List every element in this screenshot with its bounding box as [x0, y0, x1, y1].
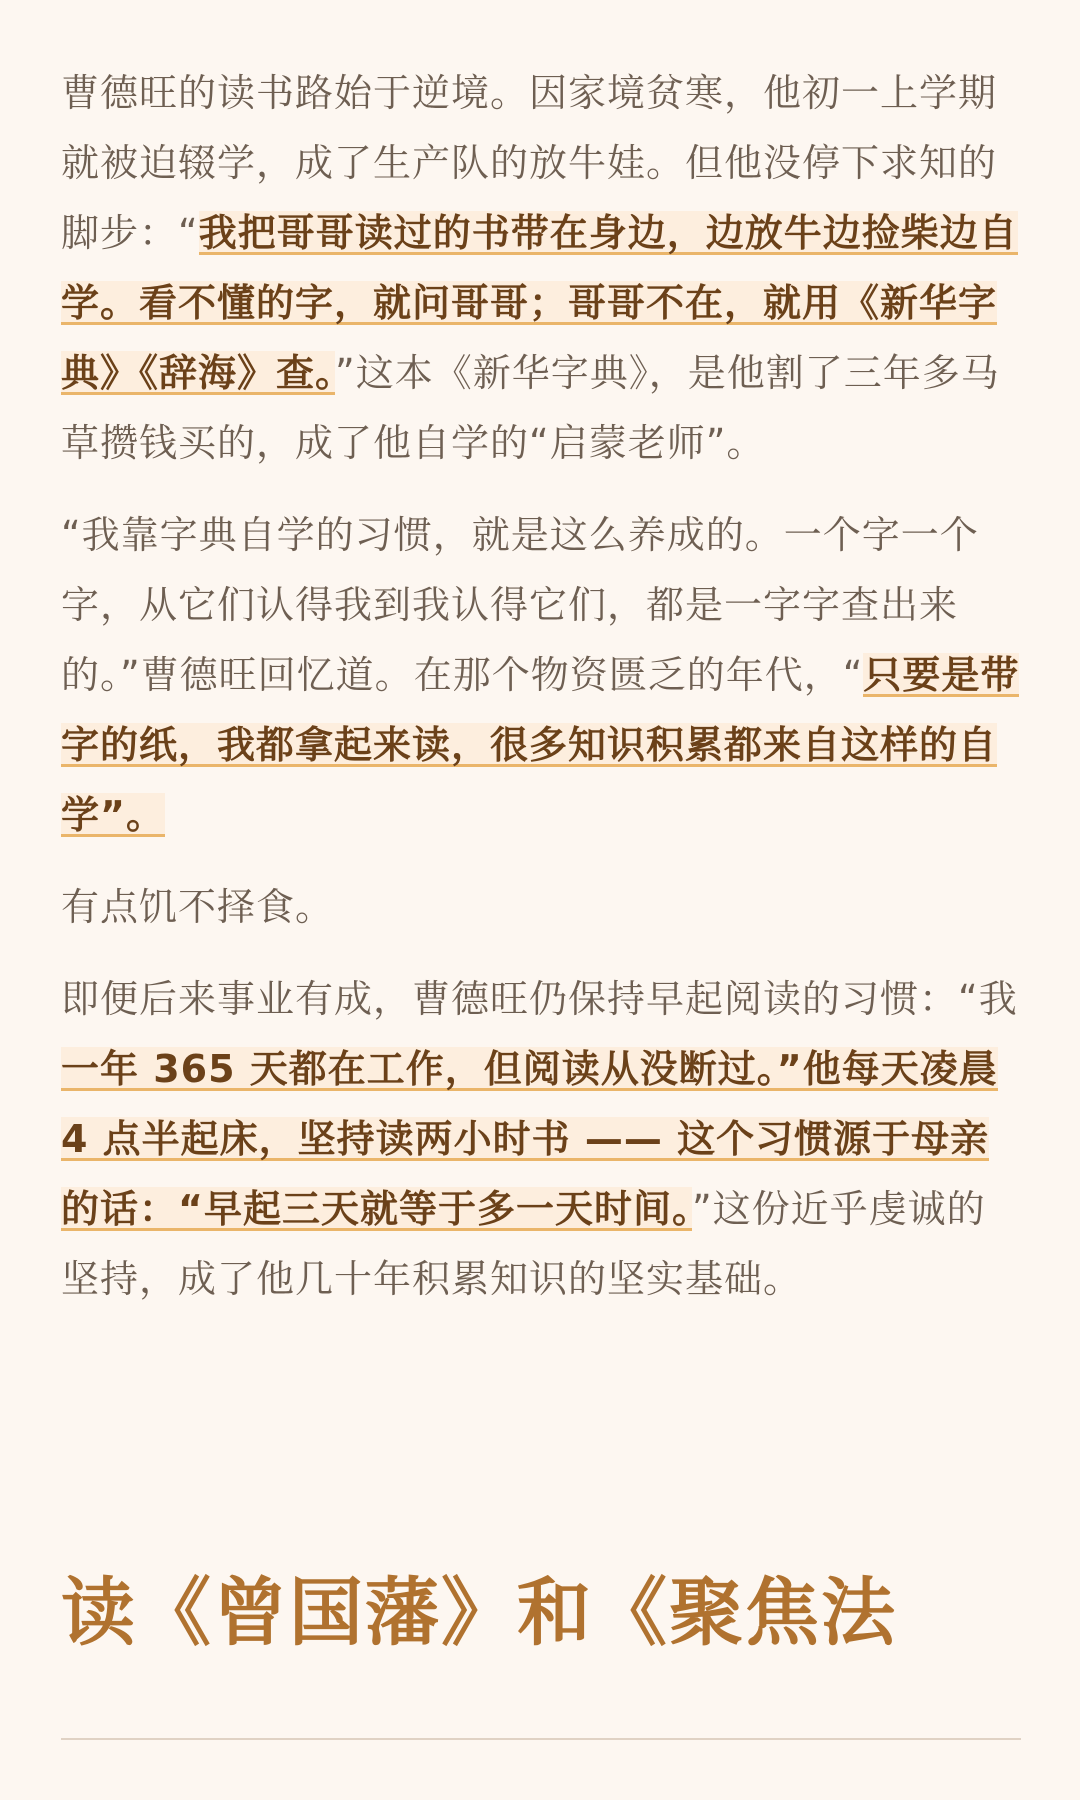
highlighted-quote: 只要是带字的纸，我都拿起来读，很多知识积累都来自这样的自学”。	[61, 653, 1020, 837]
highlighted-quote: 一年 365 天都在工作，但阅读从没断过。”他每天凌晨 4 点半起床，坚持读两小时书 —— 这个习惯源于母亲的话：“早起三天就等于多一天时间。	[61, 1047, 998, 1231]
text-segment: 即便后来事业有成，曹德旺仍保持早起阅读的习惯：“我	[61, 977, 1018, 1021]
section-heading: 读《曾国藩》和《聚焦法	[61, 1570, 897, 1656]
text-segment: 有点饥不择食。	[61, 885, 335, 929]
paragraph-early-rising	[61, 964, 1021, 1314]
text-segment: 曹德旺的读书路始于逆境。因家境贫寒，他初一上学期就被迫辍学，成了生产队的放牛娃。但他没停下求知的脚步：“	[61, 71, 998, 255]
paragraph-remark	[61, 872, 1021, 942]
article-body	[61, 58, 1021, 1314]
divider	[61, 1738, 1021, 1740]
text-segment: ”这份近乎虔诚的坚持，成了他几十年积累知识的坚实基础。	[61, 1187, 986, 1301]
highlighted-quote: 我把哥哥读过的书带在身边，边放牛边捡柴边自学。看不懂的字，就问哥哥；哥哥不在，就用《新华字典》《辞海》查。	[61, 211, 1018, 395]
text-segment: “我靠字典自学的习惯，就是这么养成的。一个字一个字，从它们认得我到我认得它们，都是一字字查出来的。”曹德旺回忆道。在那个物资匮乏的年代，“	[61, 513, 979, 697]
paragraph-reading-origin	[61, 58, 1021, 478]
paragraph-dictionary-habit	[61, 500, 1021, 850]
text-segment: ”这本《新华字典》，是他割了三年多马草攒钱买的，成了他自学的“启蒙老师”。	[61, 351, 1000, 465]
